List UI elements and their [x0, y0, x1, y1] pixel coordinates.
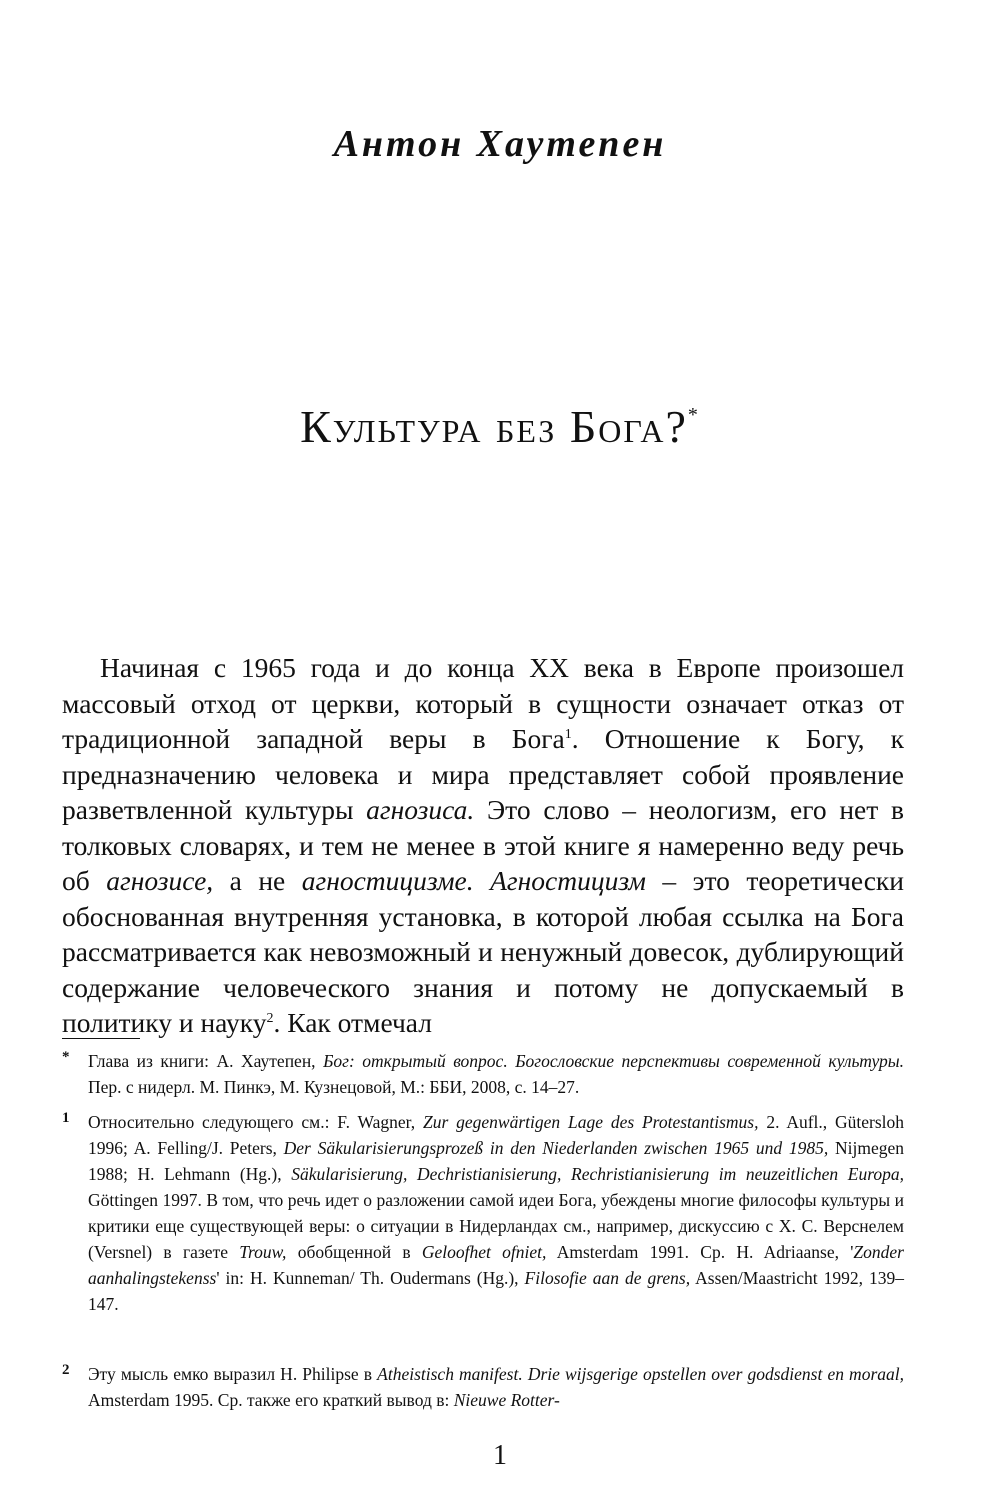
footnote-1: [62, 1109, 904, 1317]
footnote-italic: Geloofhet ofniet,: [421, 1242, 547, 1262]
body-text-span: а не: [213, 865, 302, 896]
footnote-italic: Säkularisierung, Dechristianisierung, Rechristianisierung im neuzeitlichen Europa,: [291, 1164, 904, 1184]
body-paragraph: [62, 650, 904, 1041]
footnote-italic: Zur gegenwärtigen Lage des Protestantismus,: [423, 1112, 759, 1132]
footnote-span: Amsterdam 1991. Ср. H. Adriaanse, ': [546, 1242, 854, 1262]
footnote-span: Göttingen 1997. В том, что речь идет о разложении самой идеи Бога, убеждены многие философы культуры и критики еще существующей веры: о ситуации в Нидерландах см., например, дискуссию с Х. С. Верснелем (Versnel) в газете: [88, 1190, 904, 1262]
footnote-span: Пер. с нидерл. М. Пинкэ, М. Кузнецовой, М.: ББИ, 2008, с. 14–27.: [88, 1077, 580, 1097]
page-number: 1: [493, 1440, 507, 1471]
footnote-star: [62, 1048, 904, 1100]
footnote-span: Относительно следующего см.: F. Wagner,: [88, 1112, 424, 1132]
footnote-text: [88, 1109, 904, 1317]
footnote-ref-1[interactable]: 1: [564, 726, 572, 742]
emphasis-term: агностицизме.: [301, 865, 474, 896]
footnote-italic: Nieuwe Rotter-: [453, 1390, 560, 1410]
footnote-2: [62, 1361, 904, 1413]
footnote-mark: *: [62, 1049, 70, 1065]
body-text: [62, 650, 904, 1041]
footnote-italic: Trouw,: [239, 1242, 287, 1262]
footnote-span: Эту мысль емко выразил H. Philipse в: [88, 1364, 378, 1384]
footnote-mark: 1: [62, 1110, 70, 1126]
footnote-span: Amsterdam 1995. Ср. также его краткий вывод в:: [88, 1390, 454, 1410]
footnote-separator: [62, 1038, 140, 1039]
body-text-span: Это слово – неологизм, его нет в толковых словарях, и тем не менее в этой книге я намеренно веду речь об: [62, 794, 904, 896]
footnote-span: Assen/Maastricht 1992, 139–147.: [88, 1268, 904, 1314]
footnote-text: [88, 1361, 904, 1413]
body-text-span: – это теоретически обоснованная внутренняя установка, в которой любая ссылка на Бога рассматривается как невозможный и ненужный довесок, дублирующий содержание человеческого знания и потому не допускаемый в политику и науку: [62, 865, 904, 1038]
footnote-span: ' in: H. Kunneman/ Th. Oudermans (Hg.),: [216, 1268, 525, 1288]
footnote-mark: 2: [62, 1362, 70, 1378]
footnote-italic: Zonder aanhalingstekenss: [88, 1242, 904, 1288]
footnote-span: Nijmegen 1988; H. Lehmann (Hg.),: [88, 1138, 904, 1184]
footnote-italic: Atheistisch manifest. Drie wijsgerige opstellen over godsdienst en moraal,: [377, 1364, 904, 1384]
author-name: Антон Хаутепен: [333, 123, 667, 165]
footnote-span: обобщенной в: [286, 1242, 422, 1262]
chapter-title-text: Культура без Бога?: [300, 401, 688, 452]
title-footnote-mark[interactable]: *: [687, 404, 700, 426]
body-text-span: . Отношение к Богу, к предназначению человека и мира представляет собой проявление разветвленной культуры: [62, 723, 904, 825]
emphasis-term: агнозисе,: [106, 865, 214, 896]
body-text-span: . Как отмечал: [273, 1007, 432, 1038]
footnote-ref-2[interactable]: 2: [266, 1010, 274, 1026]
emphasis-term: агнозиса.: [366, 794, 475, 825]
footnote-text: [88, 1048, 904, 1100]
footnote-italic: Filosofie aan de grens,: [524, 1268, 691, 1288]
footnote-italic: Бог: открытый вопрос. Богословские перспективы современной культуры.: [323, 1051, 904, 1071]
footnote-span: 2. Aufl., Gütersloh 1996; A. Felling/J. Peters,: [88, 1112, 905, 1158]
chapter-title: [0, 400, 1000, 453]
emphasis-term: Агностицизм: [490, 865, 646, 896]
body-text-span: Начиная с 1965 года и до конца XX века в Европе произошел массовый отход от церкви, который в сущности означает отказ от традиционной западной веры в Бога: [62, 652, 904, 754]
footnote-italic: Der Säkularisierungsprozeß in den Niederlanden zwischen 1965 und 1985,: [283, 1138, 829, 1158]
body-text-span: [474, 865, 490, 896]
footnote-span: Глава из книги: А. Хаутепен,: [88, 1051, 324, 1071]
